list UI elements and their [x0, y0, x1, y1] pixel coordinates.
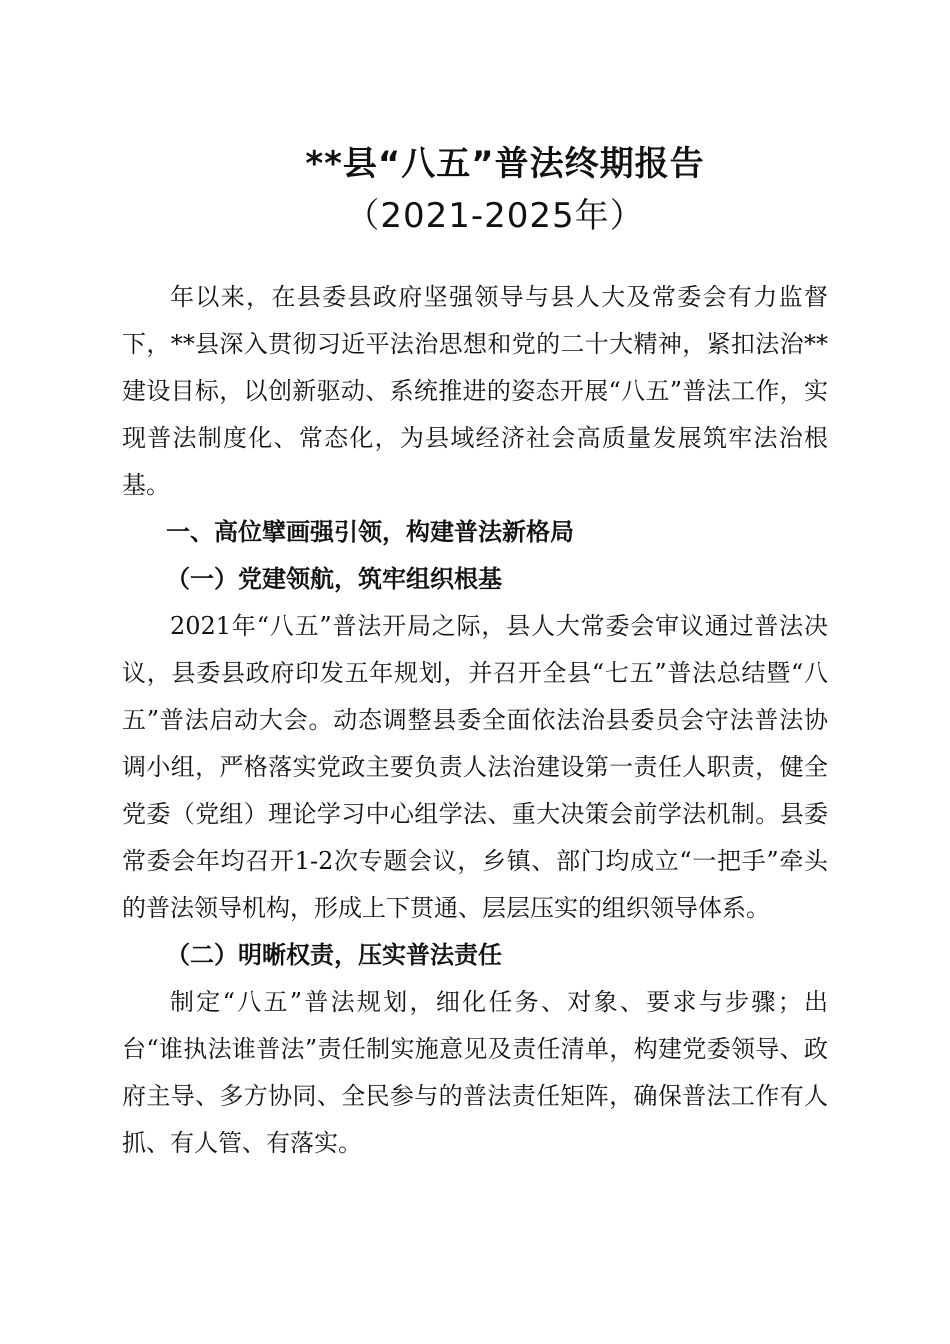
subsection-paragraph-1: 2021年“八五”普法开局之际，县人大常委会审议通过普法决议，县委县政府印发五年规划，并召开全县“七五”普法总结暨“八五”普法启动大会。动态调整县委全面依法治县委员会守法普法协调小组，严格落实党政主要负责人法治建设第一责任人职责，健全党委（党组）理论学习中心组学法、重大决策会前学法机制。县委常委会年均召开1-2次专题会议，乡镇、部门均成立“一把手”牵头的普法领导机构，形成上下贯通、层层压实的组织领导体系。 [122, 612, 828, 922]
subsection-heading-2: （二）明晰权责，压实普法责任 [166, 941, 502, 969]
title-block [0, 138, 950, 242]
subsection-paragraph-2: 制定“八五”普法规划，细化任务、对象、要求与步骤；出台“谁执法谁普法”责任制实施意见及责任清单，构建党委领导、政府主导、多方协同、全民参与的普法责任矩阵，确保普法工作有人抓、有人管、有落实。 [122, 988, 828, 1157]
subsection-heading-1: （一）党建领航，筑牢组织根基 [166, 565, 502, 593]
document-subtitle-years: （2021-2025年） [345, 196, 645, 236]
intro-paragraph: 年以来，在县委县政府坚强领导与县人大及常委会有力监督下，**县深入贯彻习近平法治思想和党的二十大精神，紧扣法治**建设目标，以创新驱动、系统推进的姿态开展“八五”普法工作，实现普法制度化、常态化，为县域经济社会高质量发展筑牢法治根基。 [122, 283, 828, 499]
section-heading-1: 一、高位擘画强引领，构建普法新格局 [166, 518, 574, 546]
document-body [122, 274, 828, 1167]
document-title: **县“八五”普法终期报告 [305, 144, 705, 184]
